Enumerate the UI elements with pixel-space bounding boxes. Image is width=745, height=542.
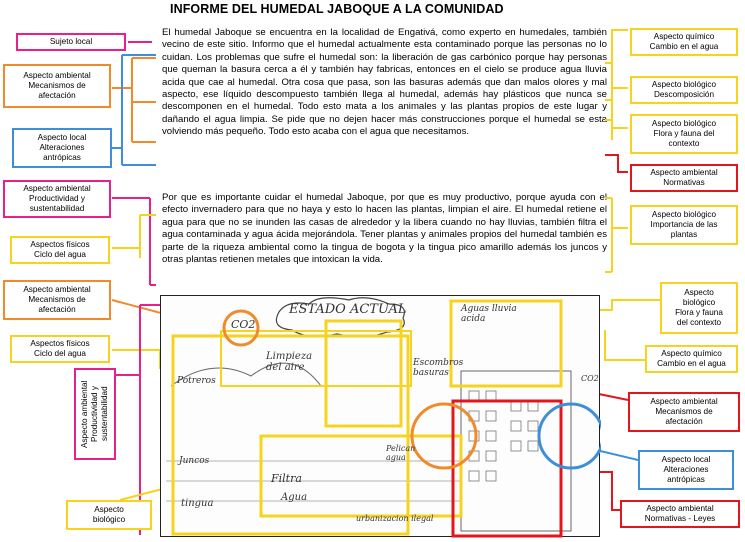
label-text: Aspecto biológico: [651, 210, 717, 219]
label-text: Alteraciones: [663, 465, 709, 474]
label-text: Productividad y: [29, 194, 85, 203]
drawing-sketch: [161, 296, 601, 538]
drawing-urbanizacion: urbanizacion ilegal: [356, 514, 434, 523]
student-drawing: [160, 295, 600, 537]
document-title: INFORME DEL HUMEDAL JABOQUE A LA COMUNIDAD: [170, 2, 504, 16]
label-normativas-leyes: [620, 500, 740, 528]
label-text: Flora y fauna del: [653, 129, 715, 138]
label-flora-fauna-2: [660, 282, 738, 334]
label-flora-fauna-1: [630, 114, 738, 154]
label-productividad-1: [3, 180, 111, 218]
label-mecanismos-afectacion-3: [628, 392, 740, 432]
label-text: Aspecto local: [661, 455, 711, 464]
drawing-agua: Agua: [281, 492, 308, 503]
label-text: Aspecto químico: [661, 349, 722, 358]
drawing-filtra: Filtra: [271, 472, 302, 485]
label-cambio-agua-2: [645, 345, 738, 373]
drawing-co2-left: CO2: [231, 318, 256, 331]
label-text: Cambio en el agua: [657, 359, 726, 368]
label-descomposicion: [630, 76, 738, 104]
drawing-potreros: Potreros: [177, 376, 216, 386]
drawing-lluvia: Aguas lluvia acida: [461, 304, 517, 324]
drawing-juncos: Juncos: [179, 456, 210, 466]
label-text: Importancia de las: [650, 220, 718, 229]
label-importancia-plantas: [630, 205, 738, 245]
label-text: Aspectos físicos: [30, 240, 90, 249]
label-text: plantas: [670, 230, 698, 239]
label-text: Aspecto ambiental: [23, 184, 91, 193]
label-text: Mecanismos de: [28, 295, 86, 304]
label-text: Aspecto ambiental: [80, 380, 89, 448]
label-ciclo-agua-2: [10, 335, 110, 363]
label-text: antrópicas: [667, 475, 705, 484]
label-text: Aspecto: [94, 505, 124, 514]
label-text: afectación: [38, 305, 76, 314]
label-text: afectación: [38, 91, 76, 100]
drawing-tingua: tingua: [181, 498, 214, 509]
label-text: Aspecto ambiental: [650, 168, 718, 177]
label-text: Cambio en el agua: [649, 42, 719, 51]
label-text: biológico: [682, 298, 716, 307]
label-text: Ciclo del agua: [34, 250, 86, 259]
label-text: Productividad y: [90, 386, 99, 442]
label-text: Aspecto local: [37, 133, 87, 142]
label-text: Descomposición: [653, 90, 715, 99]
label-text: antrópicas: [43, 153, 81, 162]
label-text: Sujeto local: [49, 37, 93, 46]
label-mecanismos-afectacion-2: [3, 280, 111, 320]
label-text: Aspectos físicos: [30, 339, 90, 348]
label-text: Mecanismos de: [28, 81, 86, 90]
label-text: afectación: [665, 417, 703, 426]
drawing-title: ESTADO ACTUAL: [289, 302, 407, 317]
drawing-pelican: Pelican agua: [386, 444, 416, 462]
paragraph-importance: Por que es importante cuidar el humedal Jaboque, por que es muy productivo, porque ayuda con el efecto invernadero para que no haya y esto lo hacen las plantas, limpian el aire. El humedal retiene el agua para que no se inunden las casas de alrededor y la libera cuando no hay lluvias, también filtra el agua contaminada y agua ácida mejorándola. Tener plantas y animales propios del humedal también es parte de la riqueza ambiental como la tingua de bogota y la tingua pico amarillo además los juncos y otras plantas retienen metales que intoxican la vida.: [162, 192, 607, 266]
label-cambio-agua-1: [630, 28, 738, 56]
label-text: Mecanismos de: [655, 407, 713, 416]
label-alteraciones-antropicas-1: [12, 128, 112, 168]
label-text: Aspecto ambiental: [23, 71, 91, 80]
label-text: Aspecto: [684, 288, 714, 297]
label-mecanismos-afectacion-1: [3, 64, 111, 108]
drawing-limpieza: Limpieza del aire: [266, 351, 313, 373]
label-text: sustentabilidad: [100, 386, 109, 442]
drawing-escombros: Escombros basuras: [413, 358, 464, 378]
label-text: Alteraciones: [39, 143, 85, 152]
label-text: Aspecto biológico: [651, 80, 717, 89]
label-text: Ciclo del agua: [34, 349, 86, 358]
label-text: Normativas - Leyes: [644, 514, 716, 523]
label-sujeto-local: [16, 33, 126, 51]
drawing-co2-right: CO2: [581, 374, 599, 383]
label-text: sustentabilidad: [29, 204, 85, 213]
label-ciclo-agua-1: [10, 236, 110, 264]
paragraph-problems: El humedal Jaboque se encuentra en la localidad de Engativá, como experto en humedales, también vecino de este sitio. Informo que el humedal actualmente esta contaminado porque las personas no lo cuidan. Los problemas que sufre el humedal son: la liberación de gas carbónico porque hay personas que queman la basura cerca a él y también hay fabricas, entonces en el cielo se produce agua lluvia acida que cae al humedal. Otra cosa que pasa, son las basuras además que dan malos olores y mal aspecto, ese líquido descompuesto también llega al humedal, además hay plásticos que nunca se descomponen en el humedal. Todo esto mata a los animales y las plantas propios de este lugar y dañando el agua limpia. Se pide que no dejen hacer más construcciones porque el humedal se esta volviendo más pequeño. Todo esto acaba con el agua que necesitamos.: [162, 27, 607, 138]
label-text: Aspecto biológico: [651, 119, 717, 128]
label-productividad-2: [74, 368, 116, 460]
label-normativas: [630, 164, 738, 192]
label-text: Flora y fauna: [675, 308, 723, 317]
label-text: del contexto: [676, 318, 722, 327]
label-text: Normativas: [663, 178, 705, 187]
label-text: Aspecto ambiental: [650, 397, 718, 406]
label-text: contexto: [668, 139, 700, 148]
label-text: Aspecto ambiental: [646, 504, 714, 513]
label-text: Aspecto químico: [653, 32, 715, 41]
label-alteraciones-antropicas-2: [638, 450, 734, 490]
label-aspecto-biologico: [66, 500, 152, 530]
label-text: Aspecto ambiental: [23, 285, 91, 294]
label-text: biológico: [92, 515, 126, 524]
